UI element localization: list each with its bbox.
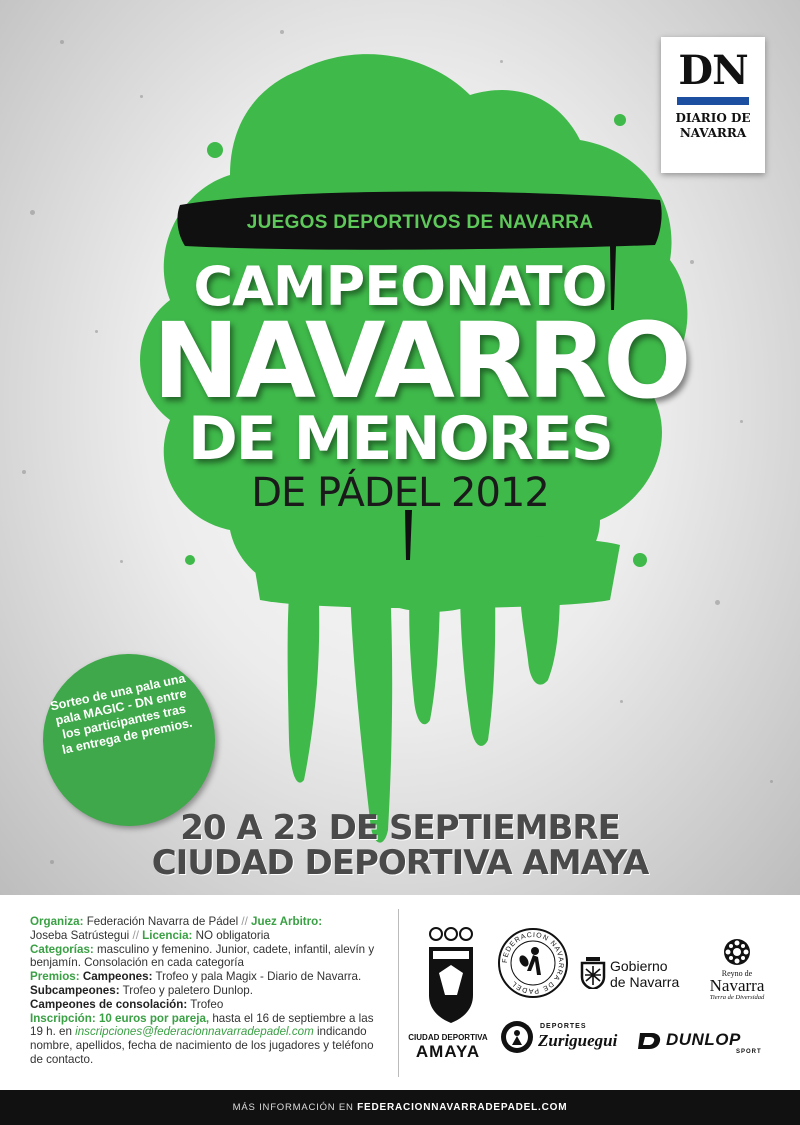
dn-logo-letters: DN bbox=[678, 47, 748, 94]
amaya-logo[interactable] bbox=[410, 925, 492, 1075]
subcampeones-label: Subcampeones: bbox=[30, 983, 120, 997]
campeones-value: Trofeo y pala Magix - Diario de Navarra. bbox=[152, 970, 362, 984]
dunlop-name: DUNLOP bbox=[666, 1030, 741, 1049]
footer-bar bbox=[0, 1090, 800, 1125]
organiza-label: Organiza: bbox=[30, 915, 84, 928]
amaya-line1: CIUDAD DEPORTIVA bbox=[408, 1033, 488, 1042]
kicker-text: JUEGOS DEPORTIVOS DE NAVARRA bbox=[246, 212, 594, 233]
drip-4 bbox=[460, 585, 495, 746]
title-line-1: CAMPEONATO bbox=[193, 255, 607, 318]
juez-label: Juez Arbitro: bbox=[247, 915, 323, 928]
dunlop-small: SPORT bbox=[736, 1049, 762, 1055]
splat-dot bbox=[207, 142, 223, 158]
drip-5 bbox=[520, 585, 560, 685]
title-line-4: DE PÁDEL 2012 bbox=[251, 470, 549, 516]
juez-value: Joseba Satrústegui bbox=[30, 928, 133, 942]
organiza-value: Federación Navarra de Pádel bbox=[83, 915, 242, 928]
splat-dot bbox=[614, 114, 626, 126]
zuriguegui-badge-icon bbox=[500, 1017, 534, 1057]
inscripcion-value: hasta el 16 de septiembre a las 19 h. en bbox=[30, 1011, 374, 1039]
deportes-zuriguegui-logo[interactable] bbox=[500, 1017, 630, 1063]
inscripcion-label: Inscripción: bbox=[30, 1011, 96, 1025]
reyno-line1: Reyno de bbox=[721, 969, 753, 978]
gobierno-line2: de Navarra bbox=[610, 974, 680, 990]
reyno-tagline: Tierra de Diversidad bbox=[709, 994, 765, 1001]
consolacion-label: Campeones de consolación: bbox=[30, 997, 188, 1011]
gobierno-de-navarra-logo[interactable] bbox=[580, 955, 690, 995]
federacion-navarra-padel-logo[interactable] bbox=[497, 927, 569, 999]
licencia-value: NO obligatoria bbox=[192, 928, 270, 942]
dunlop-flying-d-icon bbox=[638, 1031, 662, 1051]
categorias-label: Categorías: bbox=[30, 942, 94, 956]
reyno-line2: Navarra bbox=[709, 976, 765, 995]
dn-logo-name-line1: DIARIO DE bbox=[675, 111, 751, 125]
federacion-ring-text: FEDERACION NAVARRA DE PADEL bbox=[501, 931, 565, 995]
info-panel bbox=[0, 895, 800, 1090]
dunlop-logo[interactable] bbox=[638, 1029, 773, 1057]
licencia-label: Licencia: bbox=[138, 928, 193, 942]
title-line-3: DE MENORES bbox=[188, 404, 612, 474]
footer-label: MÁS INFORMACIÓN EN bbox=[232, 1102, 358, 1113]
splat-dot bbox=[633, 553, 647, 567]
splat-dot bbox=[185, 555, 195, 565]
subcampeones-value: Trofeo y paletero Dunlop. bbox=[119, 983, 253, 997]
navarra-crest-icon bbox=[580, 957, 606, 989]
zuriguegui-name: Zuriguegui bbox=[538, 1031, 618, 1050]
premios-label: Premios: bbox=[30, 970, 80, 984]
diario-de-navarra-logo[interactable] bbox=[661, 37, 765, 173]
gobierno-line1: Gobierno bbox=[610, 958, 668, 974]
reyno-de-navarra-logo[interactable] bbox=[697, 937, 777, 1007]
dn-logo-name-line2: NAVARRA bbox=[679, 126, 747, 140]
drip-2 bbox=[350, 585, 392, 843]
event-venue: CIUDAD DEPORTIVA AMAYA bbox=[151, 843, 649, 883]
reyno-rosette-icon bbox=[722, 937, 752, 967]
inscripcion-price: 10 euros por pareja, bbox=[95, 1011, 210, 1025]
title-line-2: NAVARRO bbox=[152, 300, 688, 422]
inscripcion-tail: indicando nombre, apellidos, fecha de nacimiento de los jugadores y teléfono de contacto. bbox=[30, 1025, 374, 1066]
raffle-badge-text: Sorteo de una pala una pala MAGIC - DN entre los participantes tras la entrega de premios. bbox=[49, 671, 194, 757]
drip-3 bbox=[409, 580, 440, 724]
drip-1 bbox=[288, 580, 320, 783]
info-text-block bbox=[30, 915, 380, 1067]
amaya-shield-icon bbox=[423, 925, 479, 1025]
footer-url-link[interactable]: FEDERACIONNAVARRADEPADEL.COM bbox=[357, 1102, 568, 1113]
federacion-seal-icon bbox=[497, 927, 569, 999]
inscripcion-email-link[interactable]: inscripciones@federacionnavarradepadel.com bbox=[75, 1025, 314, 1039]
amaya-line2: AMAYA bbox=[415, 1042, 481, 1061]
categorias-value: masculino y femenino. Junior, cadete, infantil, alevín y benjamín. Consolación en cada categoría bbox=[30, 942, 375, 970]
dn-logo-bar bbox=[677, 97, 749, 105]
separator: // bbox=[241, 915, 248, 928]
campeones-label: Campeones: bbox=[79, 970, 153, 984]
zuriguegui-small: DEPORTES bbox=[540, 1023, 587, 1030]
event-dates: 20 A 23 DE SEPTIEMBRE bbox=[180, 808, 620, 848]
consolacion-value: Trofeo bbox=[187, 997, 224, 1011]
separator: // bbox=[132, 928, 139, 942]
